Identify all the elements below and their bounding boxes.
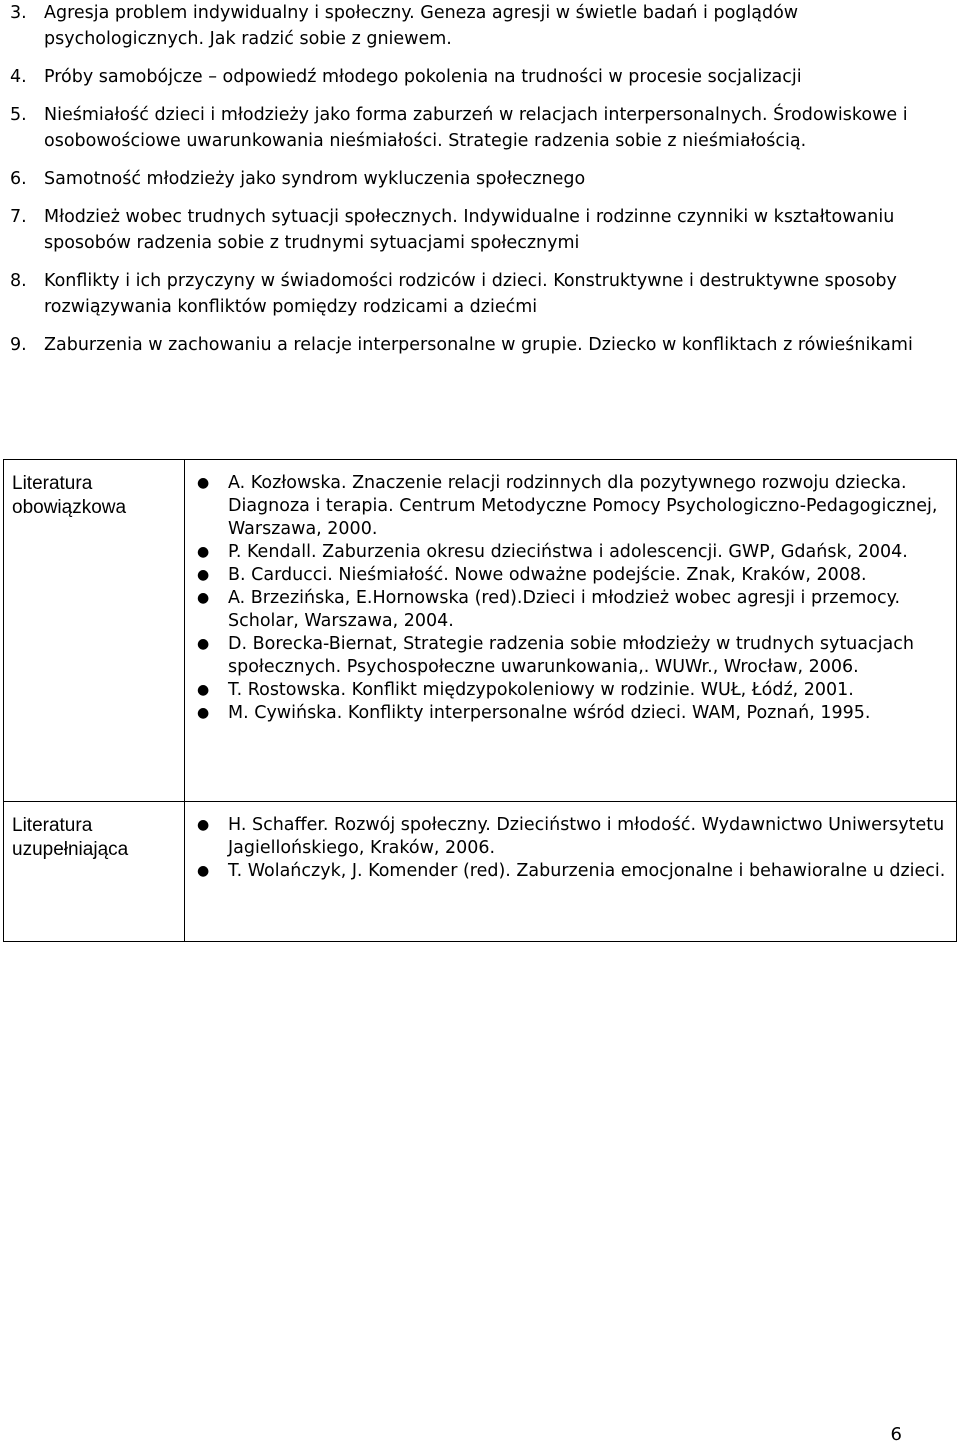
topic-list [10,0,930,370]
literature-item-text: H. Schaffer. Rozwój społeczny. Dzieciństwo i młodość. Wydawnictwo Uniwersytetu Jagiellońskiego, Kraków, 2006. [228,815,945,858]
topic-number: 5. [10,105,27,125]
topic-text: Samotność młodzieży jako syndrom wykluczenia społecznego [44,169,586,189]
label-line: uzupełniająca [12,839,129,860]
topic-text: Młodzież wobec trudnych sytuacji społecznych. Indywidualne i rodzinne czynniki w kształtowaniu sposobów radzenia sobie z trudnymi sytuacjami społecznymi [44,207,895,253]
bullet-icon: ● [197,544,210,560]
literature-required-list [185,460,957,802]
literature-item-text: A. Brzezińska, E.Hornowska (red).Dzieci i młodzież wobec agresji i przemocy. Scholar, Warszawa, 2004. [228,588,901,631]
literature-item-text: B. Carducci. Nieśmiałość. Nowe odważne podejście. Znak, Kraków, 2008. [228,565,867,585]
topic-number: 7. [10,207,27,227]
topic-item [10,102,930,154]
literature-item [185,814,950,860]
label-line: Literatura [12,815,93,836]
topic-number: 8. [10,271,27,291]
label-line: Literatura [12,473,93,494]
literature-table [3,459,957,942]
topic-number: 6. [10,169,27,189]
topic-item [10,64,930,90]
topic-text: Agresja problem indywidualny i społeczny. Geneza agresji w świetle badań i poglądów psychologicznych. Jak radzić sobie z gniewem. [44,3,799,49]
label-line: obowiązkowa [12,497,127,518]
topic-item [10,204,930,256]
bullet-icon: ● [197,705,210,721]
literature-item-text: D. Borecka-Biernat, Strategie radzenia sobie młodzieży w trudnych sytuacjach społecznych. Psychospołeczne uwarunkowania,. WUWr., Wrocław, 2006. [228,634,914,677]
topic-number: 3. [10,3,27,23]
literature-item-text: T. Rostowska. Konflikt międzypokoleniowy w rodzinie. WUŁ, Łódź, 2001. [228,680,854,700]
bullet-icon: ● [197,817,210,833]
topic-number: 9. [10,335,27,355]
literature-required-label [4,460,185,802]
topic-number: 4. [10,67,27,87]
topic-text: Konflikty i ich przyczyny w świadomości rodziców i dzieci. Konstruktywne i destruktywne sposoby rozwiązywania konfliktów pomiędzy rodzicami a dziećmi [44,271,897,317]
literature-supplementary-row [4,802,957,942]
topic-text: Zaburzenia w zachowaniu a relacje interpersonalne w grupie. Dziecko w konfliktach z rówieśnikami [44,335,913,355]
literature-item-text: M. Cywińska. Konflikty interpersonalne wśród dzieci. WAM, Poznań, 1995. [228,703,871,723]
bullet-icon: ● [197,567,210,583]
literature-supplementary-label [4,802,185,942]
literature-item [185,702,950,725]
literature-item-text: P. Kendall. Zaburzenia okresu dzieciństwa i adolescencji. GWP, Gdańsk, 2004. [228,542,908,562]
bullet-icon: ● [197,590,210,606]
bullet-icon: ● [197,636,210,652]
literature-supplementary-list [185,802,957,942]
topic-item [10,166,930,192]
topic-item [10,268,930,320]
topic-item [10,332,930,358]
literature-item [185,541,950,564]
literature-item [185,564,950,587]
literature-item-text: T. Wolańczyk, J. Komender (red). Zaburzenia emocjonalne i behawioralne u dzieci. [228,861,946,881]
page-number: 6 [890,1424,902,1445]
bullet-icon: ● [197,682,210,698]
literature-item [185,472,950,541]
literature-item-text: A. Kozłowska. Znaczenie relacji rodzinnych dla pozytywnego rozwoju dziecka. Diagnoza i terapia. Centrum Metodyczne Pomocy Psychologiczno-Pedagogicznej, Warszawa, 2000. [228,473,938,539]
bullet-icon: ● [197,475,210,491]
literature-item [185,679,950,702]
literature-item [185,860,950,883]
literature-required-row [4,460,957,802]
topic-text: Nieśmiałość dzieci i młodzieży jako forma zaburzeń w relacjach interpersonalnych. Środowiskowe i osobowościowe uwarunkowania nieśmiałości. Strategie radzenia sobie z nieśmiałością. [44,105,908,151]
topic-item [10,0,930,52]
literature-item [185,587,950,633]
topic-text: Próby samobójcze – odpowiedź młodego pokolenia na trudności w procesie socjalizacji [44,67,802,87]
bullet-icon: ● [197,863,210,879]
literature-item [185,633,950,679]
